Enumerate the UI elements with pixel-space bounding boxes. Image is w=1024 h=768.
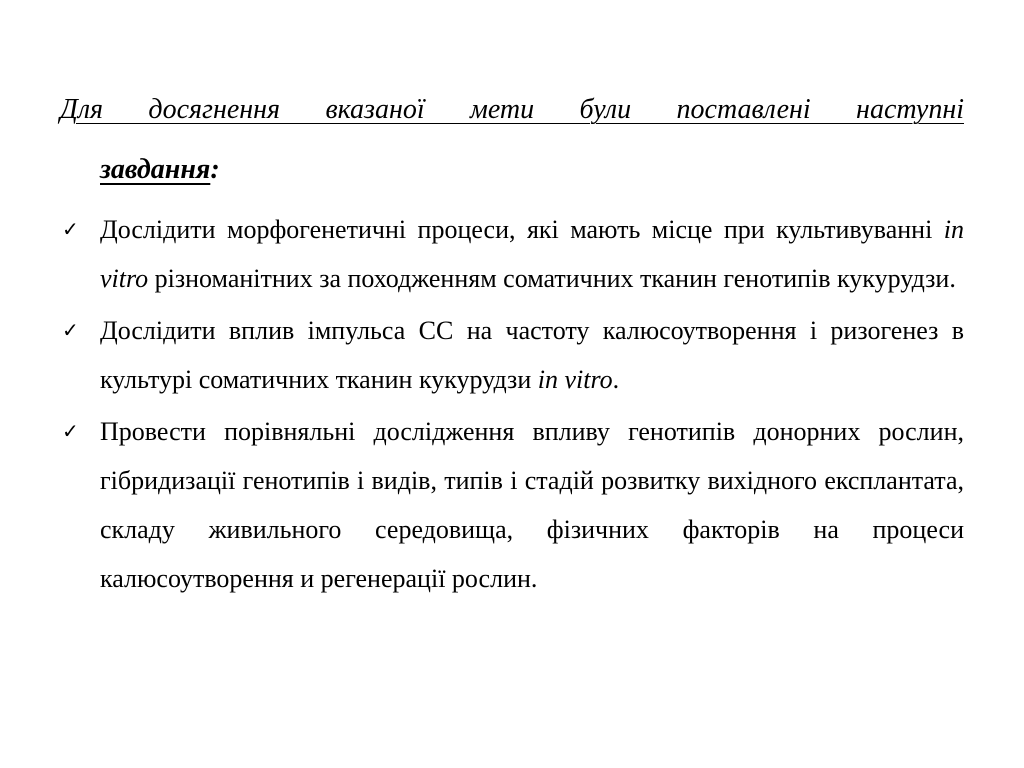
task-item — [0, 407, 964, 603]
task-text-end: різноманітних за походженням соматичних тканин генотипів кукурудзи. — [148, 264, 956, 293]
heading-line-1: Для досягнення вказаної мети були поставлені наступні — [60, 94, 964, 125]
task-text: Дослідити морфогенетичні процеси, які мають місце при культивуванні — [100, 215, 944, 244]
task-item — [0, 306, 964, 404]
task-italic-term: in vitro — [537, 365, 613, 394]
check-icon: ✓ — [62, 318, 79, 342]
heading-keyword: завдання — [100, 154, 211, 185]
task-list — [0, 205, 1024, 606]
task-item — [0, 205, 964, 303]
check-icon: ✓ — [62, 419, 79, 443]
heading-colon: : — [210, 154, 220, 185]
task-text: Провести порівняльні дослідження впливу генотипів донорних рослин, гібридизації генотипів і видів, типів і стадій розвитку вихідного експлантата, складу живильного середовища, фізичних факторів на процеси калюсоутворення и регенерації рослин. — [100, 417, 964, 593]
task-text-end: . — [612, 365, 620, 394]
check-icon: ✓ — [62, 217, 79, 241]
task-italic-term: in vitro — [100, 215, 964, 293]
heading-line-2 — [100, 140, 220, 200]
task-text: Дослідити вплив імпульса СС на частоту калюсоутворення і ризогенез в культурі соматичних тканин кукурудзи — [100, 316, 964, 394]
